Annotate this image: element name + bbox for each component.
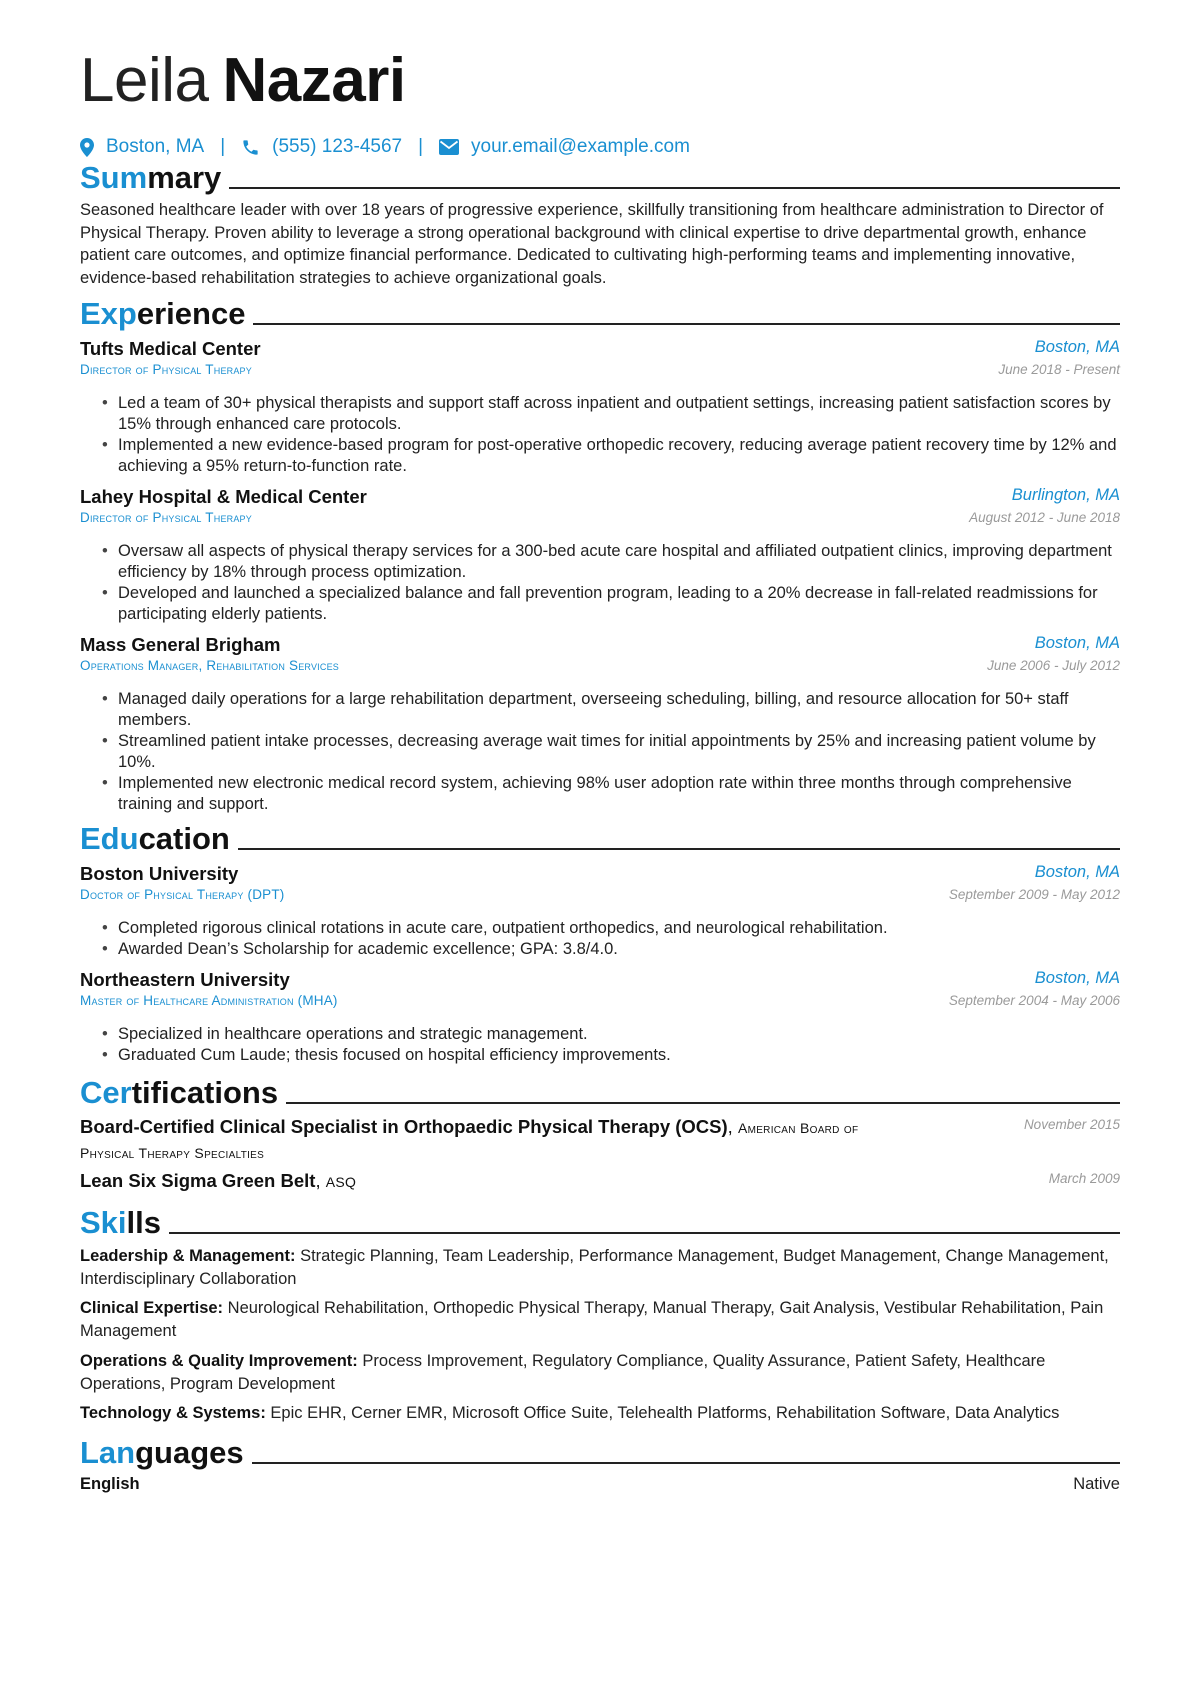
skill-list: Process Improvement, Regulatory Compliance, Quality Assurance, Patient Safety, Healthcare Operations, Program Development (80, 1352, 1046, 1393)
certification-issuer: ASQ (325, 1174, 357, 1190)
skill-group-clinical (80, 1297, 1120, 1342)
envelope-icon (439, 139, 459, 155)
entry-organization: Mass General Brigham (80, 634, 281, 655)
list-item: • Managed daily operations for a large rehabilitation department, overseeing scheduling, billing, and resource allocation for 50+ staff members. (80, 689, 1120, 731)
languages-title-accent: Lan (80, 1435, 136, 1470)
skill-group-technology (80, 1402, 1120, 1425)
language-level: Native (1073, 1475, 1120, 1493)
skill-group-leadership (80, 1245, 1120, 1290)
section-rule (252, 1462, 1120, 1464)
email-link[interactable]: your.email@example.com (471, 136, 690, 157)
experience-entry-mgb (80, 634, 1120, 678)
education-title-accent: Edu (80, 821, 139, 856)
list-item: • Oversaw all aspects of physical therapy services for a 300-bed acute care hospital and affiliated outpatient clinics, improving department efficiency by 18% through process optimization. (80, 541, 1120, 583)
education-entry-bu (80, 863, 1120, 907)
education-title-rest: cation (138, 821, 230, 856)
summary-heading (80, 156, 1120, 196)
certifications-title-rest: tifications (131, 1075, 279, 1110)
entry-role: Master of Healthcare Administration (MHA) (80, 993, 338, 1008)
summary-title-accent: Sum (80, 160, 148, 195)
list-item: • Implemented new electronic medical record system, achieving 98% user adoption rate within three months through comprehensive training and support. (80, 773, 1120, 815)
education-entry-neu (80, 969, 1120, 1013)
language-row (80, 1475, 1120, 1499)
entry-role: Director of Physical Therapy (80, 510, 252, 525)
skill-list: Neurological Rehabilitation, Orthopedic Physical Therapy, Manual Therapy, Gait Analysis, Vestibular Rehabilitation, Pain Management (80, 1299, 1104, 1340)
certification-date: March 2009 (1048, 1171, 1120, 1186)
skills-heading (80, 1201, 1120, 1241)
education-bullets-neu (80, 1024, 1120, 1066)
skill-category: Operations & Quality Improvement: (80, 1352, 358, 1370)
section-rule (169, 1232, 1120, 1234)
location-item (80, 136, 204, 158)
list-item: • Completed rigorous clinical rotations in acute care, outpatient orthopedics, and neurological rehabilitation. (80, 918, 1120, 939)
map-marker-icon (80, 138, 94, 157)
section-rule (238, 848, 1120, 850)
list-item: • Streamlined patient intake processes, decreasing average wait times for initial appointments by 25% and increasing patient volume by 10%. (80, 731, 1120, 773)
entry-location: Boston, MA (1034, 969, 1120, 987)
entry-organization: Boston University (80, 863, 239, 884)
experience-bullets-tufts (80, 393, 1120, 477)
contact-separator: | (220, 136, 226, 157)
list-item: • Led a team of 30+ physical therapists and support staff across inpatient and outpatient settings, increasing patient satisfaction scores by 15% through enhanced care protocols. (80, 393, 1120, 435)
entry-location: Boston, MA (1034, 338, 1120, 356)
phone-icon (241, 138, 260, 157)
language-name: English (80, 1475, 140, 1493)
contact-separator: | (418, 136, 424, 157)
experience-entry-tufts (80, 338, 1120, 382)
skill-category: Technology & Systems: (80, 1404, 266, 1422)
section-rule (229, 187, 1120, 189)
candidate-name (80, 42, 406, 120)
entry-location: Burlington, MA (1011, 486, 1120, 504)
education-bullets-bu (80, 918, 1120, 960)
summary-title-rest: mary (147, 160, 222, 195)
experience-bullets-mgb (80, 689, 1120, 815)
experience-bullets-lahey (80, 541, 1120, 625)
skills-title-accent: Ski (80, 1205, 127, 1240)
entry-organization: Northeastern University (80, 969, 290, 990)
skills-title-rest: lls (126, 1205, 161, 1240)
certification-lean-six-sigma: Lean Six Sigma Green Belt, ASQ March 2009 (80, 1170, 1120, 1191)
list-item: • Graduated Cum Laude; thesis focused on hospital efficiency improvements. (80, 1045, 1120, 1066)
location-text: Boston, MA (106, 136, 205, 157)
entry-organization: Lahey Hospital & Medical Center (80, 486, 367, 507)
first-name: Leila (80, 46, 209, 115)
entry-role: Operations Manager, Rehabilitation Services (80, 658, 339, 673)
certification-ocs: Board-Certified Clinical Specialist in Orthopaedic Physical Therapy (OCS), American Board of Physical Therapy Specialties November 2015 (80, 1116, 1120, 1161)
languages-heading (80, 1431, 1120, 1471)
list-item: • Implemented a new evidence-based program for post-operative orthopedic recovery, reducing average patient recovery time by 12% and achieving a 95% return-to-function rate. (80, 435, 1120, 477)
entry-dates: September 2004 - May 2006 (948, 993, 1120, 1008)
certification-name: Lean Six Sigma Green Belt (80, 1170, 316, 1191)
summary-text: Seasoned healthcare leader with over 18 years of progressive experience, skillfully transitioning from healthcare administration to Director of Physical Therapy. Proven ability to leverage a strong operational background with clinical expertise to drive departmental growth, enhance patient care outcomes, and optimize financial performance. Dedicated to cultivating high-performing teams and implementing innovative, evidence-based rehabilitation strategies to achieve organizational goals. (80, 201, 1104, 287)
entry-organization: Tufts Medical Center (80, 338, 261, 359)
email-item[interactable] (439, 136, 690, 158)
list-item: • Specialized in healthcare operations and strategic management. (80, 1024, 1120, 1045)
experience-title-accent: Exp (80, 296, 137, 331)
entry-location: Boston, MA (1034, 863, 1120, 881)
entry-role: Director of Physical Therapy (80, 362, 252, 377)
experience-title-rest: erience (136, 296, 246, 331)
skill-category: Leadership & Management: (80, 1247, 296, 1265)
entry-dates: September 2009 - May 2012 (948, 887, 1120, 902)
certifications-heading (80, 1071, 1120, 1111)
skill-category: Clinical Expertise: (80, 1299, 224, 1317)
entry-role: Doctor of Physical Therapy (DPT) (80, 887, 285, 902)
entry-dates: August 2012 - June 2018 (969, 510, 1120, 525)
skill-list: Strategic Planning, Team Leadership, Performance Management, Budget Management, Change Management, Interdisciplinary Collaboration (80, 1247, 1109, 1288)
section-rule (286, 1102, 1120, 1104)
certifications-title-accent: Cer (80, 1075, 132, 1110)
education-heading (80, 817, 1120, 857)
skill-list: Epic EHR, Cerner EMR, Microsoft Office Suite, Telehealth Platforms, Rehabilitation Software, Data Analytics (270, 1404, 1060, 1422)
skill-group-operations (80, 1350, 1120, 1395)
phone-item[interactable] (241, 136, 402, 158)
experience-heading (80, 292, 1120, 332)
last-name: Nazari (222, 46, 406, 115)
list-item: • Developed and launched a specialized balance and fall prevention program, leading to a 20% decrease in fall-related readmissions for participating elderly patients. (80, 583, 1120, 625)
entry-location: Boston, MA (1034, 634, 1120, 652)
languages-title-rest: guages (135, 1435, 244, 1470)
certification-issuer: American Board of Physical Therapy Specialties (80, 1120, 859, 1161)
phone-text[interactable]: (555) 123-4567 (272, 136, 403, 157)
section-rule (253, 323, 1120, 325)
entry-dates: June 2018 - Present (998, 362, 1120, 377)
experience-entry-lahey (80, 486, 1120, 530)
certification-date: November 2015 (1023, 1117, 1120, 1132)
entry-dates: June 2006 - July 2012 (987, 658, 1120, 673)
list-item: • Awarded Dean’s Scholarship for academic excellence; GPA: 3.8/4.0. (80, 939, 1120, 960)
certification-name: Board-Certified Clinical Specialist in Orthopaedic Physical Therapy (OCS) (80, 1116, 728, 1137)
